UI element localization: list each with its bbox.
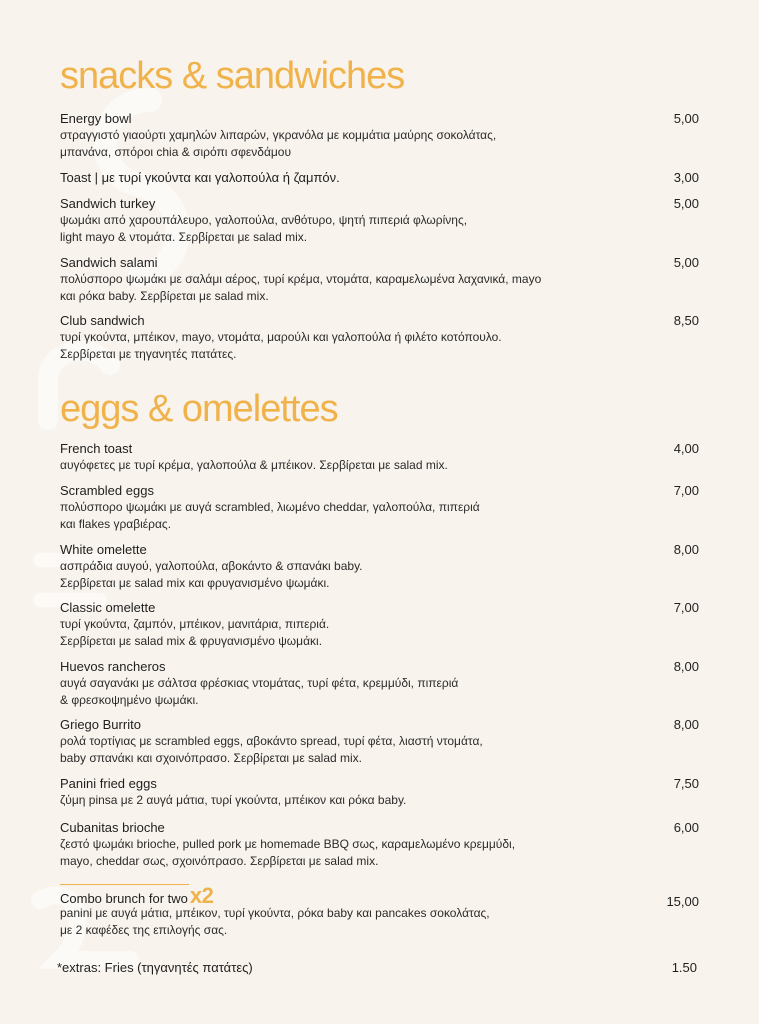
item-name: Sandwich salami [60,255,158,270]
combo-underline [60,884,189,885]
item-description: πολύσπορο ψωμάκι με σαλάμι αέρος, τυρί κρέμα, ντομάτα, καραμελωμένα λαχανικά, mayo και ρόκα baby. Σερβίρεται με salad mix. [60,272,542,303]
item-name: Huevos rancheros [60,659,166,674]
item-name: Cubanitas brioche [60,820,165,835]
menu-item-classic-omelette [60,600,700,650]
menu-item-combo-brunch [60,883,700,939]
menu-item-scrambled-eggs [60,483,700,533]
item-description: αυγά σαγανάκι με σάλτσα φρέσκιας ντομάτας, τυρί φέτα, κρεμμύδι, πιπεριά & φρεσκοψημένο ψωμάκι. [60,676,459,707]
item-description: πολύσπορο ψωμάκι με αυγά scrambled, λιωμένο cheddar, γαλοπούλα, πιπεριά και flakes γραβιέρας. [60,500,480,531]
item-price: 7,00 [673,483,699,498]
item-name: Energy bowl [60,111,132,126]
item-name: Griego Burrito [60,717,141,732]
menu-item-energy-bowl [60,111,700,161]
item-description: ζύμη pinsa με 2 αυγά μάτια, τυρί γκούντα, μπέικον και ρόκα baby. [60,793,407,807]
section-title-eggs: eggs & omelettes [60,388,338,430]
item-price: 5,00 [673,196,699,211]
item-description: τυρί γκούντα, μπέικον, mayo, ντομάτα, μαρούλι και γαλοπούλα ή φιλέτο κοτόπουλο. Σερβίρεται με τηγανητές πατάτες. [60,330,502,361]
menu-item-toast [60,170,700,186]
combo-title: Combo brunch for twox2 [60,883,214,908]
menu-item-white-omelette [60,542,700,592]
combo-x2-badge: x2 [189,883,214,908]
item-price: 4,00 [673,441,699,456]
menu-item-cubanitas-brioche [60,820,700,870]
item-price: 7,50 [673,776,699,791]
item-price: 8,50 [673,313,699,328]
item-name: Sandwich turkey [60,196,156,211]
section-title-snacks: snacks & sandwiches [60,55,405,97]
item-price: 7,00 [673,600,699,615]
extras-price: 1.50 [671,960,697,975]
item-description: αυγόφετες με τυρί κρέμα, γαλοπούλα & μπέικον. Σερβίρεται με salad mix. [60,458,448,472]
extras-line [57,960,700,976]
item-price: 8,00 [673,542,699,557]
item-name: Panini fried eggs [60,776,157,791]
item-name: French toast [60,441,133,456]
item-name: Club sandwich [60,313,145,328]
item-description: panini με αυγά μάτια, μπέικον, τυρί γκούντα, ρόκα baby και pancakes σοκολάτας, με 2 καφέδες της επιλογής σας. [60,906,490,937]
item-price: 5,00 [673,111,699,126]
menu-item-griego-burrito [60,717,700,767]
menu-item-french-toast [60,441,700,474]
extras-label: *extras: Fries (τηγανητές πατάτες) [57,960,253,975]
item-description: ψωμάκι από χαρουπάλευρο, γαλοπούλα, ανθότυρο, ψητή πιπεριά φλωρίνης, light mayo & ντομάτα. Σερβίρεται με salad mix. [60,213,468,244]
item-description: τυρί γκούντα, ζαμπόν, μπέικον, μανιτάρια, πιπεριά. Σερβίρεται με salad mix & φρυγανισμένο ψωμάκι. [60,617,330,648]
item-price: 5,00 [673,255,699,270]
item-description: ασπράδια αυγού, γαλοπούλα, αβοκάντο & σπανάκι baby. Σερβίρεται με salad mix και φρυγανισμένο ψωμάκι. [60,559,363,590]
item-description: ζεστό ψωμάκι brioche, pulled pork με homemade BBQ σως, καραμελωμένο κρεμμύδι, mayo, cheddar σως, σχοινόπρασο. Σερβίρεται με salad mix. [60,837,516,868]
item-name: Scrambled eggs [60,483,154,498]
item-name: Classic omelette [60,600,156,615]
item-description: στραγγιστό γιαούρτι χαμηλών λιπαρών, γκρανόλα με κομμάτια μαύρης σοκολάτας, μπανάνα, σπόροι chia & σιρόπι σφενδάμου [60,128,497,159]
menu-item-sandwich-turkey [60,196,700,246]
item-price: 8,00 [673,659,699,674]
item-name: Toast | με τυρί γκούντα και γαλοπούλα ή ζαμπόν. [60,170,340,185]
menu-item-club-sandwich [60,313,700,363]
item-price: 3,00 [673,170,699,185]
menu-item-sandwich-salami [60,255,700,305]
menu-item-huevos-rancheros [60,659,700,709]
item-price: 8,00 [673,717,699,732]
item-price: 6,00 [673,820,699,835]
item-description: ρολά τορτίγιας με scrambled eggs, αβοκάντο spread, τυρί φέτα, λιαστή ντομάτα, baby σπανάκι και σχοινόπρασο. Σερβίρεται με salad mix. [60,734,483,765]
menu-item-panini-fried-eggs [60,776,700,809]
item-price: 15,00 [666,894,699,909]
item-name: White omelette [60,542,147,557]
